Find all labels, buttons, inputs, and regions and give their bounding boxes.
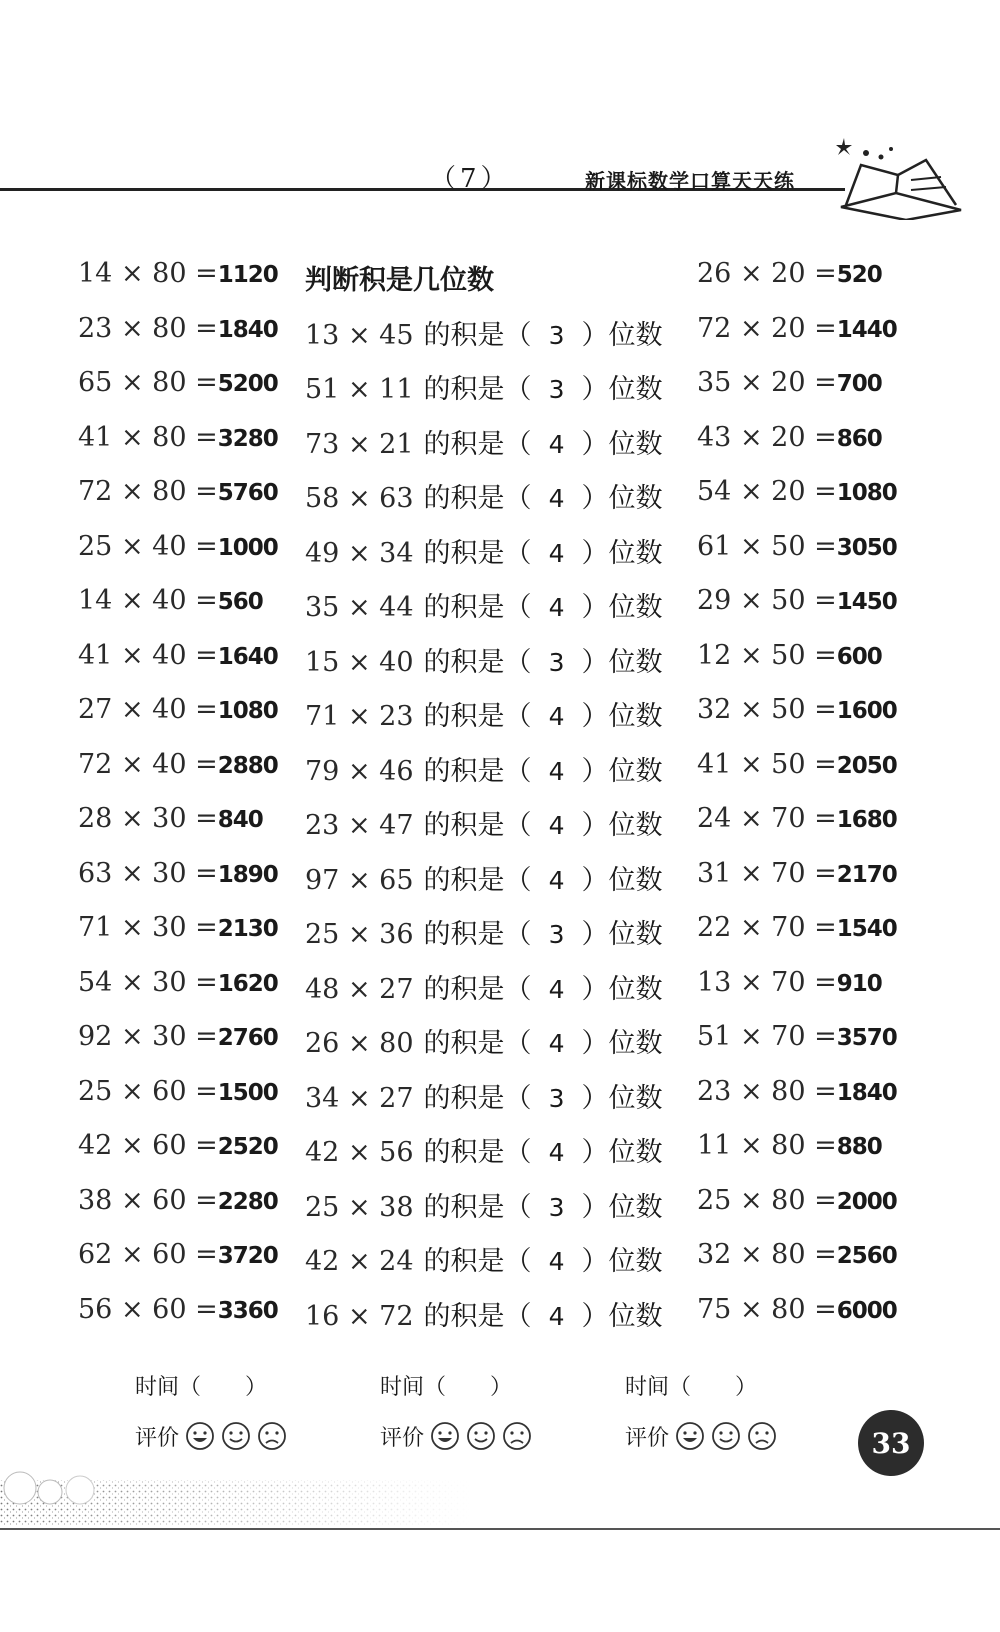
- problem-answer[interactable]: 2000: [836, 1188, 897, 1215]
- phrase-after: ）位数: [581, 646, 663, 678]
- phrase-after: ）位数: [581, 1028, 663, 1059]
- phrase-before: 的积是（: [423, 319, 532, 351]
- middle-column: [305, 258, 663, 1348]
- digit-count-answer[interactable]: 4: [548, 1301, 565, 1331]
- problem-answer[interactable]: 910: [836, 970, 882, 997]
- phrase-after: ）位数: [581, 483, 663, 514]
- problem-answer[interactable]: 1540: [836, 916, 897, 942]
- problem-expression: 13 × 70 =: [697, 966, 837, 998]
- problem-answer[interactable]: 2280: [217, 1188, 278, 1215]
- problem-expression: 34 × 27: [305, 1082, 414, 1114]
- left-row: [78, 258, 298, 313]
- problem-answer[interactable]: 560: [217, 589, 263, 615]
- phrase-after: ）位数: [581, 864, 663, 896]
- problem-answer[interactable]: 860: [836, 425, 882, 452]
- right-row: [697, 313, 937, 368]
- book-title: 新课标数学口算天天练: [585, 169, 795, 193]
- left-row: [78, 1130, 298, 1185]
- problem-answer[interactable]: 1840: [217, 316, 278, 343]
- phrase-before: 的积是（: [423, 1028, 532, 1059]
- digit-count-answer[interactable]: 3: [548, 375, 565, 404]
- phrase-after: ）位数: [581, 319, 663, 351]
- right-row: [697, 1076, 937, 1131]
- left-row: [78, 1076, 298, 1131]
- left-row: [78, 694, 298, 749]
- problem-expression: 26 × 20 =: [697, 258, 837, 289]
- problem-expression: 41 × 40 =: [78, 639, 218, 671]
- digit-count-answer[interactable]: 4: [548, 593, 565, 622]
- problem-expression: 32 × 80 =: [697, 1239, 837, 1270]
- left-column: [78, 258, 298, 1348]
- problem-expression: 11 × 80 =: [697, 1130, 837, 1161]
- problem-answer[interactable]: 1600: [836, 698, 897, 724]
- digit-count-answer[interactable]: 4: [548, 1247, 565, 1276]
- digit-count-answer[interactable]: 4: [548, 484, 565, 513]
- problem-expression: 72 × 20 =: [697, 312, 837, 344]
- digit-count-answer[interactable]: 4: [548, 811, 565, 840]
- digit-count-row: [305, 313, 663, 368]
- phrase-before: 的积是（: [423, 646, 532, 678]
- problem-answer[interactable]: 600: [836, 643, 882, 670]
- problem-expression: 28 × 30 =: [78, 803, 218, 834]
- problem-expression: 72 × 80 =: [78, 476, 218, 507]
- digit-count-answer[interactable]: 4: [548, 429, 565, 459]
- problem-expression: 15 × 40: [305, 646, 414, 678]
- left-row: [78, 912, 298, 967]
- problem-expression: 51 × 70 =: [697, 1021, 837, 1052]
- problem-expression: 32 × 50 =: [697, 694, 837, 725]
- problem-expression: 73 × 21: [305, 428, 414, 460]
- smile-face-icon[interactable]: [675, 1421, 705, 1451]
- digit-count-row: [305, 1185, 663, 1240]
- problem-answer[interactable]: 2170: [836, 861, 897, 888]
- problem-answer[interactable]: 2880: [217, 752, 278, 779]
- time-label: 时间（ ）: [135, 1375, 268, 1400]
- problem-answer[interactable]: 1840: [836, 1079, 897, 1106]
- problem-expression: 26 × 80: [305, 1028, 414, 1059]
- phrase-before: 的积是（: [423, 1246, 532, 1277]
- phrase-after: ）位数: [581, 428, 663, 460]
- problem-expression: 16 × 72: [305, 1300, 414, 1332]
- page-number-badge: 33: [858, 1410, 924, 1476]
- problem-expression: 61 × 50 =: [697, 530, 837, 562]
- problem-expression: 54 × 20 =: [697, 476, 837, 507]
- right-row: [697, 967, 937, 1022]
- digit-count-row: [305, 749, 663, 804]
- smile-face-icon[interactable]: [430, 1421, 460, 1451]
- eval-label: 评价: [625, 1425, 670, 1451]
- phrase-before: 的积是（: [423, 864, 532, 896]
- right-row: [697, 585, 937, 640]
- phrase-after: ）位数: [581, 1082, 663, 1114]
- right-row: [697, 694, 937, 749]
- problem-answer[interactable]: 1450: [836, 589, 897, 615]
- left-row: [78, 1294, 298, 1349]
- right-row: [697, 858, 937, 913]
- left-row: [78, 476, 298, 531]
- phrase-after: ）位数: [581, 374, 663, 405]
- smile-face-icon[interactable]: [185, 1421, 215, 1451]
- left-row: [78, 1239, 298, 1294]
- phrase-after: ）位数: [581, 701, 663, 732]
- phrase-after: ）位数: [581, 1300, 663, 1332]
- problem-answer[interactable]: 3360: [217, 1297, 278, 1324]
- problem-answer[interactable]: 1620: [217, 970, 278, 997]
- problem-expression: 92 × 30 =: [78, 1021, 218, 1052]
- digit-count-answer[interactable]: 4: [548, 974, 565, 1004]
- phrase-before: 的积是（: [423, 810, 532, 841]
- left-row: [78, 1021, 298, 1076]
- right-row: [697, 640, 937, 695]
- digit-count-row: [305, 1021, 663, 1076]
- problem-expression: 48 × 27: [305, 973, 414, 1005]
- footer-group-1: [135, 1370, 355, 1458]
- problem-expression: 13 × 45: [305, 319, 414, 351]
- eval-label: 评价: [135, 1425, 180, 1451]
- happy-face-icon[interactable]: [466, 1421, 496, 1451]
- problem-answer[interactable]: 3570: [836, 1025, 897, 1051]
- problem-expression: 23 × 47: [305, 810, 414, 841]
- problem-expression: 49 × 34: [305, 537, 414, 569]
- happy-face-icon[interactable]: [711, 1421, 741, 1451]
- problem-answer[interactable]: 3280: [217, 425, 278, 452]
- problem-answer[interactable]: 1440: [836, 316, 897, 343]
- problem-expression: 42 × 56: [305, 1137, 414, 1168]
- footer-group-3: [625, 1370, 845, 1458]
- phrase-before: 的积是（: [423, 592, 532, 623]
- phrase-after: ）位数: [581, 810, 663, 841]
- phrase-before: 的积是（: [423, 537, 532, 569]
- left-row: [78, 1185, 298, 1240]
- digit-count-row: [305, 1130, 663, 1185]
- digit-count-row: [305, 912, 663, 967]
- phrase-after: ）位数: [581, 1191, 663, 1223]
- digit-count-row: [305, 585, 663, 640]
- left-row: [78, 858, 298, 913]
- problem-answer[interactable]: 3050: [836, 534, 897, 561]
- problem-expression: 54 × 30 =: [78, 966, 218, 998]
- phrase-before: 的积是（: [423, 701, 532, 732]
- problem-answer[interactable]: 1080: [217, 698, 278, 724]
- problem-answer[interactable]: 1640: [217, 643, 278, 670]
- problem-answer[interactable]: 1080: [836, 480, 897, 506]
- problem-expression: 23 × 80 =: [78, 312, 218, 344]
- problem-expression: 97 × 65: [305, 864, 414, 896]
- right-row: [697, 803, 937, 858]
- problem-expression: 79 × 46: [305, 755, 414, 787]
- problem-expression: 25 × 40 =: [78, 530, 218, 562]
- sad-face-icon[interactable]: [502, 1421, 532, 1451]
- happy-face-icon[interactable]: [221, 1421, 251, 1451]
- digit-count-row: [305, 476, 663, 531]
- problem-answer[interactable]: 1680: [836, 807, 897, 833]
- phrase-before: 的积是（: [423, 374, 532, 405]
- problem-expression: 29 × 50 =: [697, 585, 837, 616]
- left-row: [78, 803, 298, 858]
- problem-answer[interactable]: 2520: [217, 1134, 278, 1160]
- phrase-before: 的积是（: [423, 428, 532, 460]
- problem-answer[interactable]: 5760: [217, 480, 278, 506]
- problem-expression: 35 × 20 =: [697, 367, 837, 398]
- problem-answer[interactable]: 2130: [217, 916, 278, 942]
- right-row: [697, 258, 937, 313]
- problem-expression: 43 × 20 =: [697, 421, 837, 453]
- phrase-after: ）位数: [581, 755, 663, 787]
- problem-expression: 14 × 80 =: [78, 258, 218, 289]
- digit-count-row: [305, 640, 663, 695]
- decorative-speckle: [0, 1460, 470, 1526]
- phrase-after: ）位数: [581, 592, 663, 623]
- digit-count-answer[interactable]: 4: [548, 756, 565, 786]
- left-row: [78, 967, 298, 1022]
- problem-expression: 38 × 60 =: [78, 1184, 218, 1216]
- left-row: [78, 640, 298, 695]
- problem-expression: 72 × 40 =: [78, 748, 218, 780]
- problem-answer[interactable]: 1120: [217, 262, 278, 288]
- left-row: [78, 422, 298, 477]
- problem-answer[interactable]: 6000: [836, 1297, 897, 1324]
- right-row: [697, 476, 937, 531]
- problem-expression: 14 × 40 =: [78, 585, 218, 616]
- digit-count-row: [305, 967, 663, 1022]
- problem-expression: 51 × 11: [305, 374, 414, 405]
- digit-count-answer[interactable]: 4: [548, 702, 565, 731]
- problem-expression: 75 × 80 =: [697, 1293, 837, 1325]
- chapter-label: （7）: [430, 164, 511, 194]
- problem-expression: 25 × 36: [305, 919, 414, 950]
- digit-count-row: [305, 803, 663, 858]
- problem-expression: 71 × 23: [305, 701, 414, 732]
- phrase-after: ）位数: [581, 537, 663, 569]
- digit-count-row: [305, 1239, 663, 1294]
- digit-count-row: [305, 1294, 663, 1349]
- section-title: 判断积是几位数: [305, 265, 494, 296]
- digit-count-answer[interactable]: 4: [548, 538, 565, 568]
- left-row: [78, 585, 298, 640]
- problem-answer[interactable]: 2050: [836, 752, 897, 779]
- problem-expression: 27 × 40 =: [78, 694, 218, 725]
- problem-expression: 71 × 30 =: [78, 912, 218, 943]
- digit-count-row: [305, 858, 663, 913]
- problem-expression: 35 × 44: [305, 592, 414, 623]
- phrase-before: 的积是（: [423, 1300, 532, 1332]
- footer-group-2: [380, 1370, 600, 1458]
- bottom-rule: [0, 1528, 1000, 1530]
- digit-count-row: [305, 694, 663, 749]
- right-row: [697, 1130, 937, 1185]
- left-row: [78, 367, 298, 422]
- left-row: [78, 749, 298, 804]
- problem-expression: 31 × 70 =: [697, 857, 837, 889]
- left-row: [78, 313, 298, 368]
- right-column: [697, 258, 937, 1348]
- phrase-before: 的积是（: [423, 755, 532, 787]
- digit-count-answer[interactable]: 3: [548, 647, 565, 677]
- phrase-before: 的积是（: [423, 973, 532, 1005]
- problem-expression: 25 × 38: [305, 1191, 414, 1223]
- problem-answer[interactable]: 3720: [217, 1243, 278, 1269]
- time-label: 时间（ ）: [380, 1375, 513, 1400]
- phrase-before: 的积是（: [423, 483, 532, 514]
- problem-expression: 23 × 80 =: [697, 1075, 837, 1107]
- phrase-after: ）位数: [581, 1246, 663, 1277]
- problem-answer[interactable]: 1890: [217, 861, 278, 888]
- problem-expression: 42 × 24: [305, 1246, 414, 1277]
- right-row: [697, 1185, 937, 1240]
- problem-expression: 56 × 60 =: [78, 1293, 218, 1325]
- problem-answer[interactable]: 520: [836, 262, 882, 288]
- sad-face-icon[interactable]: [257, 1421, 287, 1451]
- digit-count-row: [305, 422, 663, 477]
- problem-expression: 12 × 50 =: [697, 639, 837, 671]
- digit-count-answer[interactable]: 3: [548, 1192, 565, 1222]
- problem-expression: 41 × 50 =: [697, 748, 837, 780]
- digit-count-row: [305, 1076, 663, 1131]
- problem-expression: 25 × 80 =: [697, 1184, 837, 1216]
- problem-expression: 63 × 30 =: [78, 857, 218, 889]
- right-row: [697, 367, 937, 422]
- problem-expression: 65 × 80 =: [78, 367, 218, 398]
- problem-answer[interactable]: 2560: [836, 1243, 897, 1269]
- problem-answer[interactable]: 840: [217, 807, 263, 833]
- problem-expression: 58 × 63: [305, 483, 414, 514]
- problem-expression: 24 × 70 =: [697, 803, 837, 834]
- problem-answer[interactable]: 5200: [217, 371, 278, 397]
- phrase-before: 的积是（: [423, 1137, 532, 1168]
- problem-answer[interactable]: 2760: [217, 1025, 278, 1051]
- phrase-after: ）位数: [581, 919, 663, 950]
- digit-count-answer[interactable]: 4: [548, 1029, 565, 1058]
- problem-answer[interactable]: 1000: [217, 534, 278, 561]
- eval-label: 评价: [380, 1425, 425, 1451]
- digit-count-answer[interactable]: 3: [548, 920, 565, 949]
- right-row: [697, 749, 937, 804]
- problem-expression: 22 × 70 =: [697, 912, 837, 943]
- phrase-before: 的积是（: [423, 1191, 532, 1223]
- problem-expression: 25 × 60 =: [78, 1075, 218, 1107]
- right-row: [697, 531, 937, 586]
- problem-answer[interactable]: 1500: [217, 1079, 278, 1106]
- digit-count-row: [305, 531, 663, 586]
- problem-answer[interactable]: 880: [836, 1134, 882, 1160]
- phrase-after: ）位数: [581, 1137, 663, 1168]
- digit-count-row: [305, 367, 663, 422]
- right-row: [697, 912, 937, 967]
- right-row: [697, 422, 937, 477]
- digit-count-answer[interactable]: 4: [548, 1138, 565, 1167]
- problem-expression: 41 × 80 =: [78, 421, 218, 453]
- digit-count-answer[interactable]: 4: [548, 865, 565, 895]
- left-row: [78, 531, 298, 586]
- phrase-after: ）位数: [581, 973, 663, 1005]
- problem-answer[interactable]: 700: [836, 371, 882, 397]
- problem-expression: 42 × 60 =: [78, 1130, 218, 1161]
- digit-count-answer[interactable]: 3: [548, 320, 565, 350]
- sad-face-icon[interactable]: [747, 1421, 777, 1451]
- open-book-icon: [836, 135, 966, 220]
- right-row: [697, 1239, 937, 1294]
- right-row: [697, 1294, 937, 1349]
- time-label: 时间（ ）: [625, 1375, 758, 1400]
- phrase-before: 的积是（: [423, 1082, 532, 1114]
- digit-count-answer[interactable]: 3: [548, 1083, 565, 1113]
- right-row: [697, 1021, 937, 1076]
- phrase-before: 的积是（: [423, 919, 532, 950]
- problem-expression: 62 × 60 =: [78, 1239, 218, 1270]
